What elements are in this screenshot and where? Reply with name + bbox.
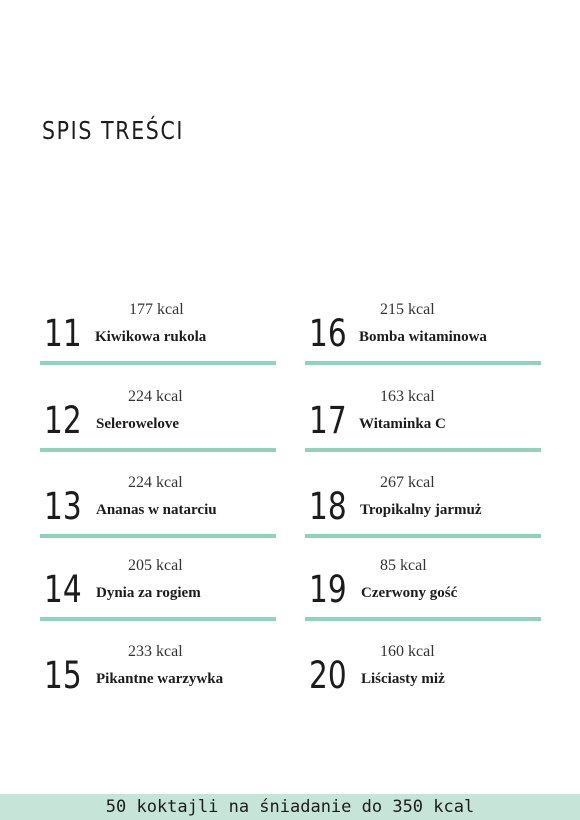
recipe-number: 16 bbox=[309, 312, 347, 355]
recipe-kcal: 233 kcal bbox=[128, 643, 183, 660]
recipe-kcal: 215 kcal bbox=[380, 301, 435, 318]
toc-entry-19[interactable] bbox=[305, 557, 541, 637]
divider-rule bbox=[40, 617, 276, 621]
page-title: SPIS TREŚCI bbox=[42, 116, 185, 145]
recipe-name: Witaminka C bbox=[359, 416, 446, 432]
recipe-kcal: 163 kcal bbox=[380, 388, 435, 405]
divider-rule bbox=[305, 617, 541, 621]
recipe-number: 11 bbox=[44, 312, 82, 355]
divider-rule bbox=[40, 361, 276, 365]
toc-entry-12[interactable] bbox=[40, 388, 276, 468]
recipe-name: Ananas w natarciu bbox=[96, 502, 217, 518]
recipe-name: Tropikalny jarmuż bbox=[360, 502, 482, 518]
recipe-name: Selerowelove bbox=[96, 416, 180, 432]
recipe-kcal: 177 kcal bbox=[129, 301, 184, 318]
recipe-name: Pikantne warzywka bbox=[96, 671, 224, 687]
recipe-number: 18 bbox=[309, 485, 347, 528]
toc-entry-16[interactable] bbox=[305, 301, 541, 381]
toc-entry-20[interactable] bbox=[305, 643, 541, 723]
recipe-name: Czerwony gość bbox=[361, 585, 458, 601]
recipe-number: 19 bbox=[309, 568, 347, 611]
recipe-name: Liściasty miż bbox=[361, 671, 445, 687]
toc-entry-13[interactable] bbox=[40, 474, 276, 554]
toc-entry-17[interactable] bbox=[305, 388, 541, 468]
recipe-number: 17 bbox=[309, 399, 347, 442]
recipe-kcal: 160 kcal bbox=[380, 643, 435, 660]
recipe-number: 13 bbox=[44, 485, 82, 528]
recipe-name: Kiwikowa rukola bbox=[95, 329, 207, 345]
divider-rule bbox=[305, 448, 541, 452]
divider-rule bbox=[40, 534, 276, 538]
recipe-name: Bomba witaminowa bbox=[359, 329, 487, 345]
recipe-kcal: 267 kcal bbox=[380, 474, 435, 491]
recipe-kcal: 224 kcal bbox=[128, 388, 183, 405]
recipe-number: 20 bbox=[309, 654, 347, 697]
footer-text: 50 koktajli na śniadanie do 350 kcal bbox=[105, 797, 475, 817]
recipe-number: 14 bbox=[44, 568, 82, 611]
recipe-number: 15 bbox=[44, 654, 82, 697]
recipe-number: 12 bbox=[44, 399, 82, 442]
toc-entry-11[interactable] bbox=[40, 301, 276, 381]
recipe-kcal: 85 kcal bbox=[380, 557, 427, 574]
footer-banner bbox=[0, 794, 580, 820]
recipe-kcal: 224 kcal bbox=[128, 474, 183, 491]
divider-rule bbox=[40, 448, 276, 452]
toc-entry-18[interactable] bbox=[305, 474, 541, 554]
toc-entry-14[interactable] bbox=[40, 557, 276, 637]
toc-entry-15[interactable] bbox=[40, 643, 276, 723]
recipe-name: Dynia za rogiem bbox=[96, 585, 201, 601]
divider-rule bbox=[305, 534, 541, 538]
recipe-kcal: 205 kcal bbox=[128, 557, 183, 574]
divider-rule bbox=[305, 361, 541, 365]
